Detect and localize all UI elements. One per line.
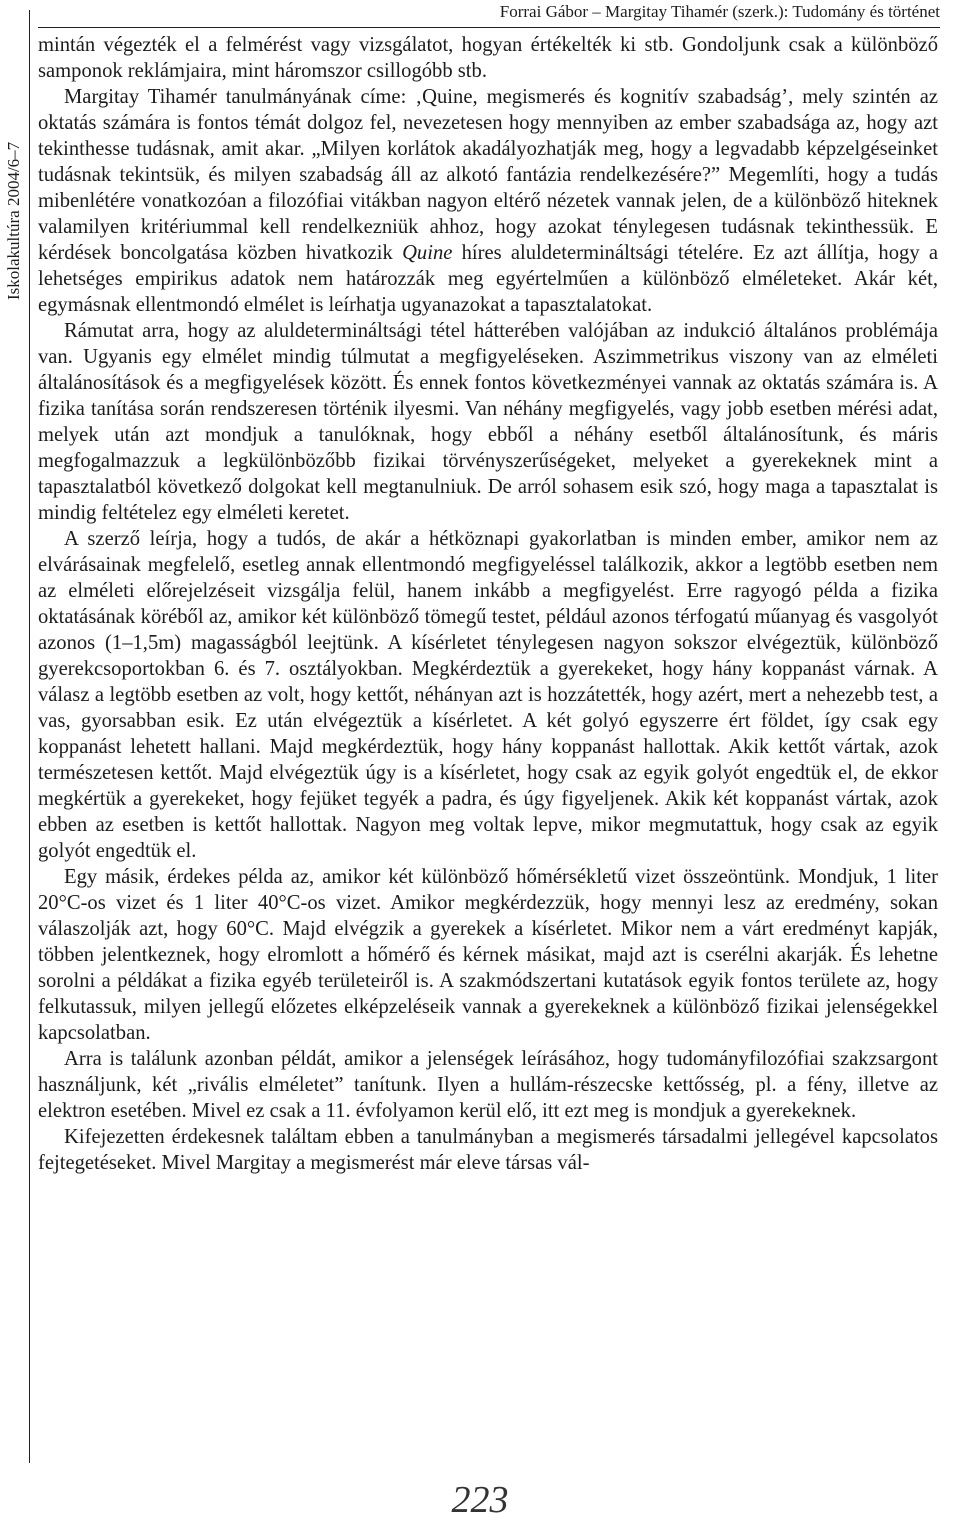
text-run: híres aluldetermináltsági tételére. Ez azt állítja, hogy a lehetséges empirikus adatok nem határozzák meg egyértelműen a különböző elméleteket. Akár két, egymásnak ellentmondó elmélet is leírhatja ugyanazokat a tapasztalatokat. — [38, 242, 939, 316]
text-run: mintán végezték el a felmérést vagy vizsgálatot, hogyan értékelték ki stb. Gondoljunk csak a különböző samponok reklámjaira, mint háromszor csillogóbb stb. — [38, 34, 938, 82]
side-label: Iskolakultúra 2004/6–7 — [4, 141, 23, 300]
paragraph — [38, 526, 938, 864]
text-run: Egy másik, érdekes példa az, amikor két különböző hőmérsékletű vizet összeöntünk. Mondjuk, 1 liter 20°C-os vizet és 1 liter 40°C-os vizet. Amikor megkérdezzük, hogy mennyi lesz az eredmény, sokan válaszolják azt, hogy 60°C. Majd elvégzik a gyerekek a kísérletet. Mikor nem a várt eredményt kapják, többen jelentkeznek, hogy elromlott a hőmérő és kérnek másikat, majd azt is cserélni akarják. És lehetne sorolni a példákat a fizika egyéb területeiről is. A szakmódszertani kutatások egyik fontos területe az, hogy felkutassuk, milyen jellegű előzetes elképzeléseik vannak a gyerekeknek a különböző fizikai jelenségekkel kapcsolatban. — [38, 866, 938, 1044]
side-rule — [29, 10, 30, 1463]
text-run: Rámutat arra, hogy az aluldetermináltsági tétel hátterében valójában az indukció általános problémája van. Ugyanis egy elmélet mindig túlmutat a megfigyeléseken. Aszimmetrikus viszony van az elméleti általánosítások és a megfigyelések között. És ennek fontos következményei vannak az oktatás számára is. A fizika tanítása során rendszeresen történik ilyesmi. Van néhány megfigyelés, vagy jobb esetben mérési adat, melyek után azt mondjuk a tanulóknak, hogy ebből a néhány esetből általánosítunk, és máris megfogalmazzuk a legkülönbözőbb fizikai törvényszerűségeket, melyeket a gyerekeknek mint a tapasztalatból következő dolgokat kell megtanulniuk. De arról sohasem esik szó, hogy maga a tapasztalat is mindig feltételez egy elméleti keretet. — [38, 320, 938, 524]
text-run: Arra is találunk azonban példát, amikor a jelenségek leírásához, hogy tudományfilozófiai szakzsargont használjunk, két „rivális elméletet” tanítunk. Ilyen a hullám-részecske kettősség, pl. a fény, illetve az elektron esetében. Mivel ez csak a 11. évfolyamon kerül elő, itt ezt meg is mondjuk a gyerekeknek. — [38, 1048, 938, 1122]
article-body — [38, 32, 938, 1176]
paragraph — [38, 1124, 938, 1176]
running-title: Forrai Gábor – Margitay Tihamér (szerk.): Tudomány és történet — [499, 2, 940, 21]
text-run: Margitay Tihamér tanulmányának címe: ‚Quine, megismerés és kognitív szabadság’, mely szintén az oktatás számára is fontos témát dolgoz fel, nevezetesen hogy mennyiben az ember szabadsága az, hogy azt tekinthesse tudásnak, amit akar. „Milyen korlátok akadályozhatják meg, hogy a legvadabb képzelgéseinket tudásnak tekintsük, és milyen szabadság áll az alkotó fantázia rendelkezésére?” Megemlíti, hogy a tudás mibenlétére vonatkozóan a filozófiai vitákban nagyon eltérő nézetek vannak jelen, de a különböző hiteknek valamilyen kritériummal kell rendelkezniük ahhoz, hogy azokat ténylegesen tudásnak tekinthessük. E kérdések boncolgatása közben hivatkozik — [38, 86, 938, 264]
paragraph — [38, 1046, 938, 1124]
paragraph — [38, 318, 938, 526]
paragraph — [38, 84, 938, 318]
paragraph — [38, 32, 938, 84]
header-rule — [38, 27, 940, 28]
text-run: A szerző leírja, hogy a tudós, de akár a hétköznapi gyakorlatban is minden ember, amikor nem az elvárásainak megfelelő, esetleg annak ellentmondó megfigyeléssel találkozik, akkor a legtöbb esetben nem az elméleti előrejelzéseit vizsgálja felül, hanem inkább a megfigyelést. Erre ragyogó példa a fizika oktatásának köréből az, amikor két különböző tömegű testet, például azonos térfogatú műanyag és vasgolyót azonos (1–1,5m) magasságból leejtünk. A kísérletet ténylegesen nagyon sokszor elvégeztük, különböző gyerekcsoportokban 6. és 7. osztályokban. Megkérdeztük a gyerekeket, hogy hány koppanást várnak. A válasz a legtöbb esetben az volt, hogy kettőt, néhányan azt is hozzátették, hogy azért, mert a nehezebb test, a vas, gyorsabban esik. Ez után elvégeztük a kísérletet. A két golyó egyszerre ért földet, így csak egy koppanást lehetett hallani. Majd megkérdeztük, hogy hány koppanást hallottak. Akik kettőt vártak, azok természetesen kettőt. Majd elvégeztük úgy is a kísérletet, hogy csak az egyik golyót engedtük el, de ekkor megkértük a gyerekeket, hogy fejüket tegyék a padra, és úgy figyeljenek. Akik két koppanást vártak, azok ebben az esetben is kettőt hallottak. Nagyon meg voltak lepve, mikor megmutattuk, hogy csak az egyik golyót engedtük el. — [38, 528, 938, 862]
paragraph — [38, 864, 938, 1046]
running-head — [38, 0, 940, 26]
text-run: Kifejezetten érdekesnek találtam ebben a tanulmányban a megismerés társadalmi jellegével kapcsolatos fejtegetéseket. Mivel Margitay a megismerést már eleve társas vál- — [38, 1126, 938, 1174]
page-number: 223 — [451, 1479, 509, 1521]
italic-term: Quine — [402, 242, 453, 264]
